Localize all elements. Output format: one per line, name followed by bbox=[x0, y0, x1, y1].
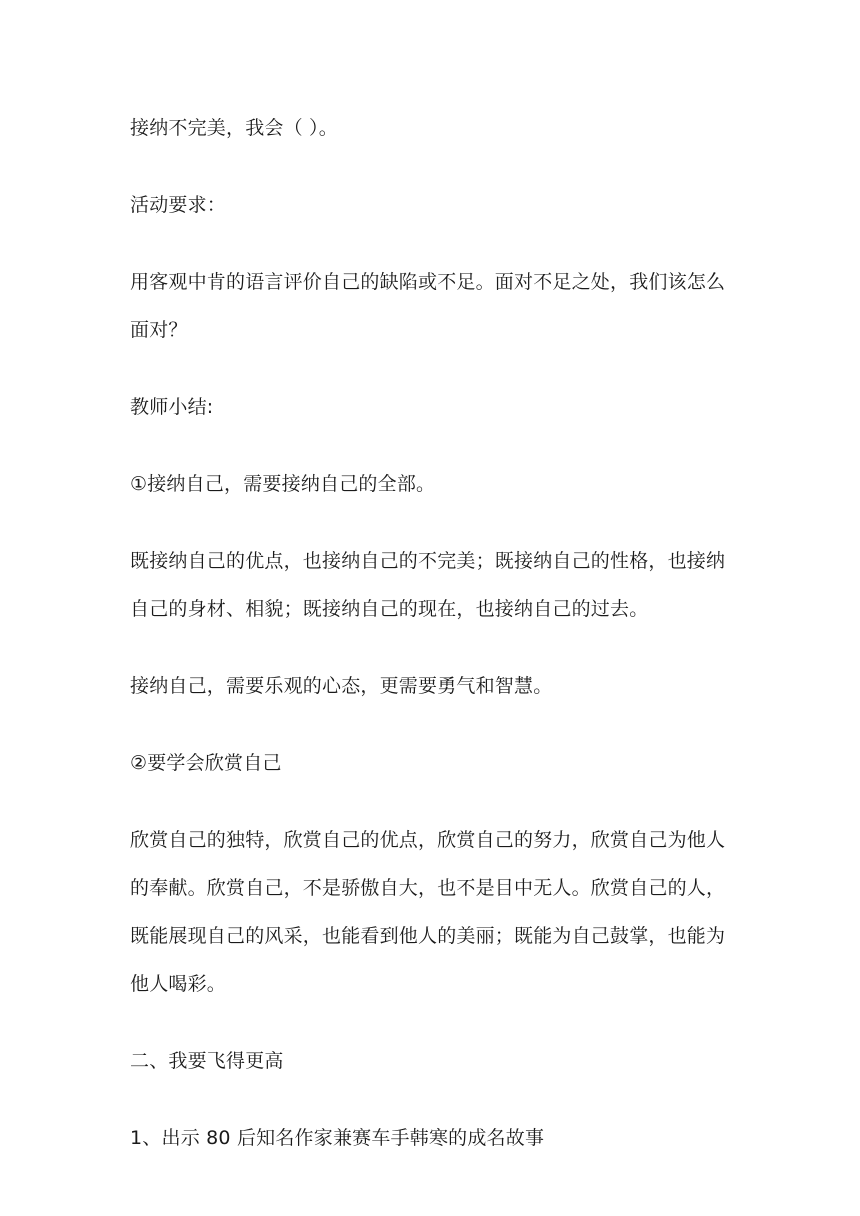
paragraph-activity-requirement: 用客观中肯的语言评价自己的缺陷或不足。面对不足之处，我们该怎么面对？ bbox=[130, 271, 726, 341]
paragraph-teacher-summary-heading: 教师小结: bbox=[130, 396, 214, 418]
paragraph-han-han-story: 1、出示 80 后知名作家兼赛车手韩寒的成名故事 bbox=[130, 1127, 545, 1149]
paragraph-point-two: ②要学会欣赏自己 bbox=[130, 752, 282, 774]
paragraph-fill-blank: 接纳不完美，我会（ ）。 bbox=[130, 117, 338, 139]
paragraph-accept-all: 既接纳自己的优点，也接纳自己的不完美；既接纳自己的性格，也接纳自己的身材、相貌；既接纳自己的现在，也接纳自己的过去。 bbox=[130, 550, 726, 620]
paragraph-optimism: 接纳自己，需要乐观的心态，更需要勇气和智慧。 bbox=[130, 675, 553, 697]
paragraph-activity-requirement-heading: 活动要求： bbox=[130, 194, 227, 216]
paragraph-point-one: ①接纳自己，需要接纳自己的全部。 bbox=[130, 473, 436, 495]
document-body bbox=[130, 104, 736, 1191]
paragraph-appreciate-self: 欣赏自己的独特，欣赏自己的优点，欣赏自己的努力，欣赏自己为他人的奉献。欣赏自己，不是骄傲自大，也不是目中无人。欣赏自己的人，既能展现自己的风采，也能看到他人的美丽；既能为自己鼓掌，也能为他人喝彩。 bbox=[130, 829, 726, 995]
section-heading-fly-higher: 二、我要飞得更高 bbox=[130, 1050, 284, 1072]
